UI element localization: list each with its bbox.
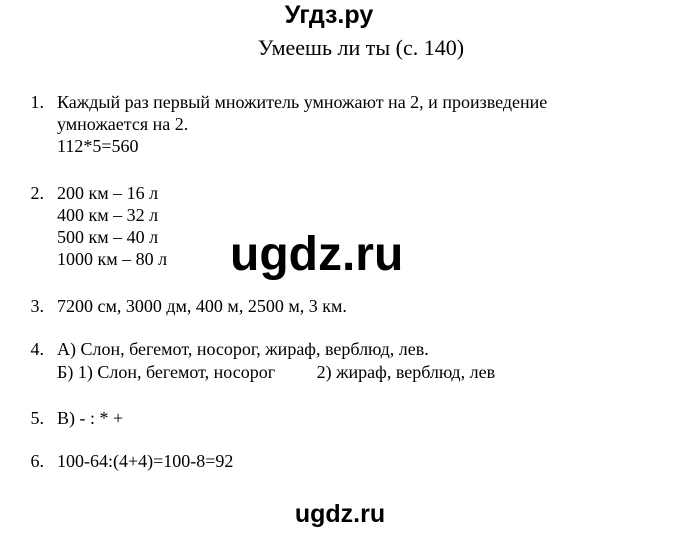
answer-number: 2.: [30, 183, 44, 203]
answer-number: 5.: [30, 408, 44, 428]
answer-line: умножается на 2.: [57, 114, 189, 134]
site-logo-text: Угдз.ру: [284, 1, 374, 29]
answer-line: [57, 361, 495, 384]
answer-line: 100-64:(4+4)=100-8=92: [57, 451, 234, 471]
answer-line: В) - : * +: [57, 408, 124, 428]
watermark-center: ugdz.ru: [230, 228, 404, 281]
answer-text: [57, 450, 233, 472]
answer-item-6: [20, 450, 665, 472]
page-title: Умеешь ли ты (с. 140): [257, 35, 465, 60]
answer-text: [57, 91, 547, 157]
answer-line: 7200 см, 3000 дм, 400 м, 2500 м, 3 км.: [57, 296, 347, 316]
answer-line: 200 км – 16 л: [57, 183, 159, 203]
answer-item-3: [20, 295, 665, 317]
answer-line: 112*5=560: [57, 136, 139, 156]
answer-line: 1000 км – 80 л: [57, 249, 168, 269]
answer-line: А) Слон, бегемот, носорог, жираф, верблюд, лев.: [57, 339, 429, 359]
answer-text: [57, 182, 167, 270]
answer-line: 400 км – 32 л: [57, 205, 159, 225]
answer-text: [57, 295, 347, 317]
watermark-footer: ugdz.ru: [294, 500, 386, 528]
answer-text: [57, 338, 495, 384]
answer-item-5: [20, 407, 665, 429]
answer-item-1: [20, 91, 665, 157]
answer-item-4: [20, 338, 665, 384]
answer-line-part: 2) жираф, верблюд, лев: [316, 362, 496, 382]
answer-number: 1.: [30, 92, 44, 112]
answer-line-part: Б) 1) Слон, бегемот, носорог: [57, 362, 276, 382]
answer-line: 500 км – 40 л: [57, 227, 159, 247]
answer-number: 6.: [30, 451, 44, 471]
answer-line: Каждый раз первый множитель умножают на 2, и произведение: [57, 92, 548, 112]
answer-number: 4.: [30, 339, 44, 359]
answer-number: 3.: [30, 296, 44, 316]
answer-text: [57, 407, 123, 429]
